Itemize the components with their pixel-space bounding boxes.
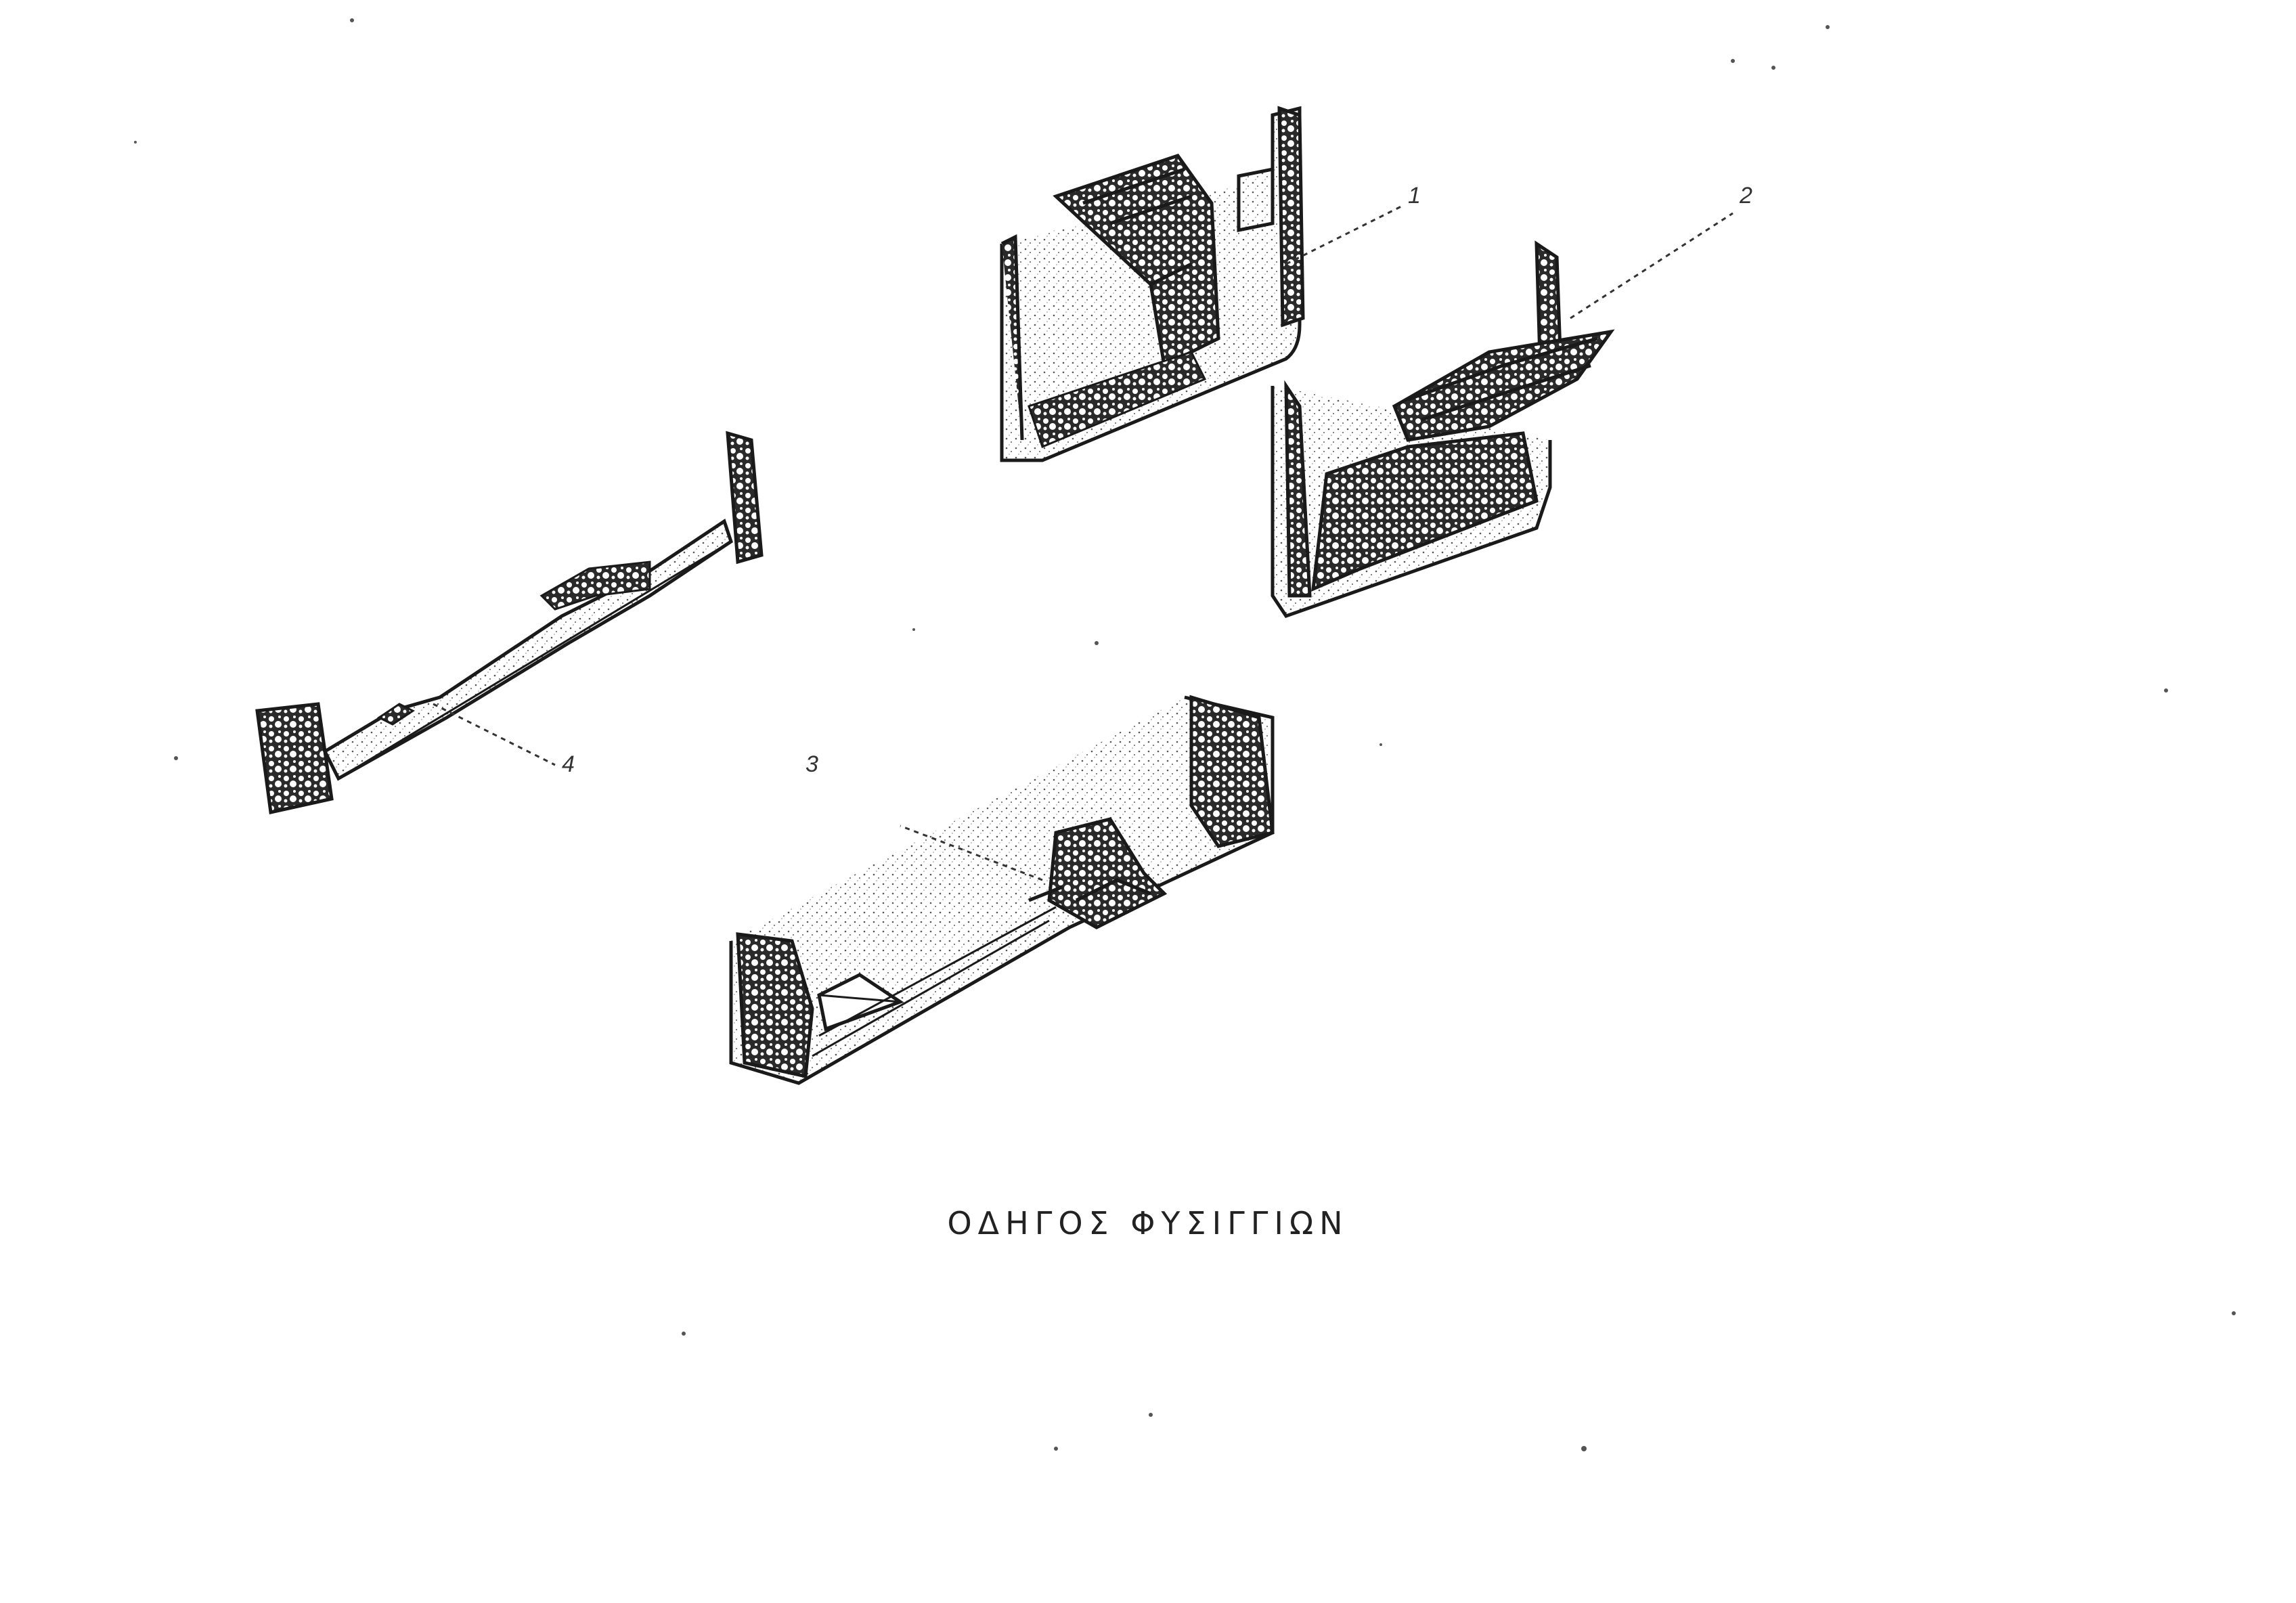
part-2-side-guide-plate	[1273, 244, 1611, 616]
callout-1	[1286, 183, 1421, 264]
part-1-upper-guide-plate	[1002, 108, 1303, 460]
figure-caption: ΟΔΗΓΟΣ ΦΥΣΙΓΓΙΩΝ	[947, 1205, 1349, 1242]
part-4-guide-bar	[257, 433, 761, 812]
callout-3-label: 3	[805, 751, 818, 777]
callout-4	[433, 704, 575, 777]
callout-4-label: 4	[562, 751, 575, 777]
callout-2	[1570, 183, 1752, 318]
callout-1-label: 1	[1408, 183, 1421, 208]
callout-2-label: 2	[1740, 183, 1752, 208]
